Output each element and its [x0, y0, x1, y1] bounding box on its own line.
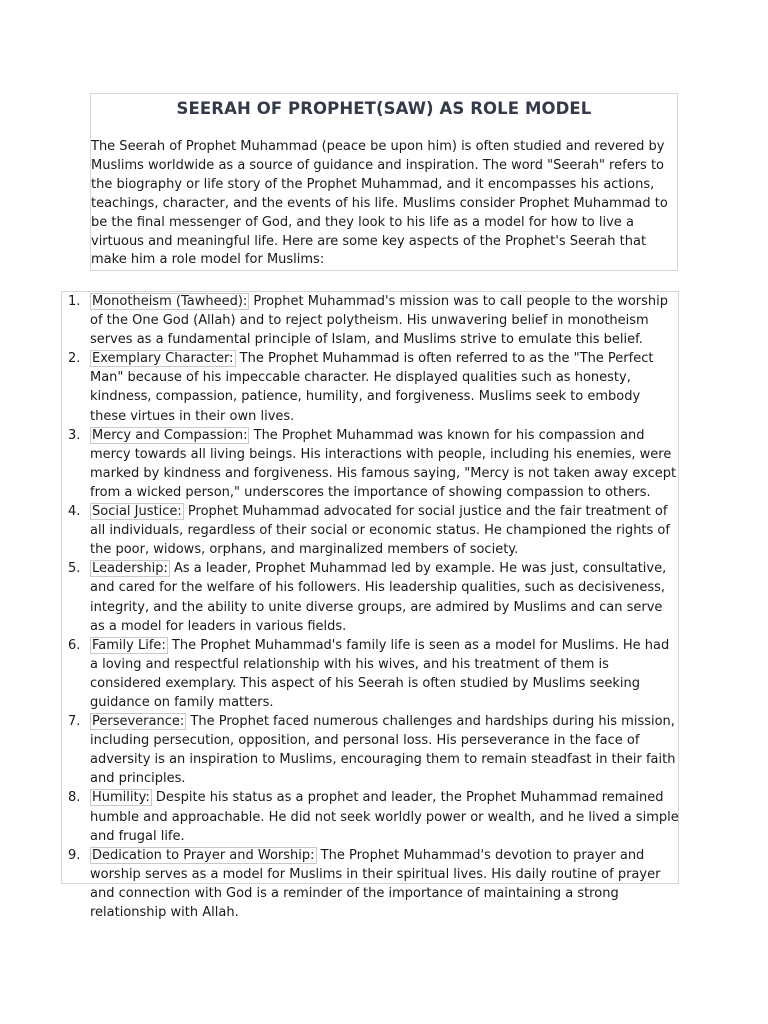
list-item-term: Humility: [92, 790, 150, 806]
list-item-body [90, 712, 680, 788]
key-aspects-list [62, 292, 680, 922]
list-item [62, 788, 680, 845]
list-item-term: Monotheism (Tawheed): [92, 294, 248, 309]
list-item-number: 4. [68, 504, 81, 520]
list-item-term: Leadership: [92, 561, 168, 577]
list-item-body [90, 349, 680, 425]
list-item-body [90, 292, 680, 349]
list-item [62, 712, 680, 788]
list-item-term: Family Life: [92, 637, 166, 653]
list-item-text: The Prophet Muhammad's devotion to prayer and worship serves as a model for Muslims in their spiritual lives. His daily routine of prayer and connection with God is a reminder of the importance of maintaining a strong relationship with Allah. [90, 847, 661, 920]
list-item-number: 8. [68, 790, 81, 806]
list-item-term: Dedication to Prayer and Worship: [92, 847, 315, 863]
document-title: SEERAH OF PROPHET(SAW) AS ROLE MODEL [176, 99, 592, 118]
list-item [62, 292, 680, 349]
list-item-number: 3. [68, 427, 81, 443]
list-item [62, 426, 680, 502]
list-item [62, 636, 680, 712]
list-item-body [90, 426, 680, 502]
list-item-number: 6. [68, 637, 81, 653]
list-item-number: 7. [68, 714, 81, 730]
list-item-number: 5. [68, 561, 81, 577]
intro-paragraph: The Seerah of Prophet Muhammad (peace be upon him) is often studied and revered by Muslims worldwide as a source of guidance and inspiration. The word "Seerah" refers to the biography or life story of the Prophet Muhammad, and it encompasses his actions, teachings, character, and the events of his life. Muslims consider Prophet Muhammad to be the final messenger of God, and they look to his life as a model for how to live a virtuous and meaningful life. Here are some key aspects of the Prophet's Seerah that make him a role model for Muslims: [91, 139, 668, 268]
list-item-text: The Prophet Muhammad was known for his compassion and mercy towards all living beings. His interactions with people, including his enemies, were marked by kindness and forgiveness. His famous saying, "Mercy is not taken away except from a wicked person," underscores the importance of showing compassion to others. [90, 427, 677, 500]
list-item-text: The Prophet Muhammad's family life is seen as a model for Muslims. He had a loving and respectful relationship with his wives, and his treatment of them is considered exemplary. This aspect of his Seerah is often studied by Muslims seeking guidance on family matters. [90, 637, 670, 710]
list-item-text: The Prophet Muhammad is often referred to as the "The Perfect Man" because of his impeccable character. He displayed qualities such as honesty, kindness, compassion, patience, humility, and forgiveness. Muslims seek to embody these virtues in their own lives. [90, 351, 654, 424]
list-item-term: Mercy and Compassion: [92, 427, 248, 443]
list-item-body [90, 788, 680, 845]
list-item-number: 9. [68, 847, 81, 863]
list-item-text: Prophet Muhammad's mission was to call people to the worship of the One God (Allah) and to reject polytheism. His unwavering belief in monotheism serves as a fundamental principle of Islam, and Muslims strive to emulate this belief. [90, 294, 669, 348]
list-item [62, 559, 680, 635]
list-item-body [90, 636, 680, 712]
list-item-text: As a leader, Prophet Muhammad led by example. He was just, consultative, and cared for the welfare of his followers. His leadership qualities, such as decisiveness, integrity, and the ability to unite diverse groups, are admired by Muslims and can serve as a model for leaders in various fields. [90, 561, 667, 634]
list-item [62, 846, 680, 922]
list-item-body [90, 846, 680, 922]
list-item-text: Despite his status as a prophet and leader, the Prophet Muhammad remained humble and approachable. He did not seek worldly power or wealth, and he lived a simple and frugal life. [90, 790, 679, 844]
list-item-text: The Prophet faced numerous challenges and hardships during his mission, including persecution, opposition, and personal loss. His perseverance in the face of adversity is an inspiration to Muslims, encouraging them to remain steadfast in their faith and principles. [90, 714, 676, 787]
intro-section [90, 93, 678, 271]
list-item-term: Perseverance: [92, 714, 185, 730]
list-item-number: 2. [68, 351, 81, 367]
list-item-body [90, 559, 680, 635]
list-item [62, 349, 680, 425]
list-item-number: 1. [68, 294, 81, 309]
list-item-term: Social Justice: [92, 504, 182, 520]
list-item [62, 502, 680, 559]
key-aspects-section [61, 291, 679, 920]
list-item-body [90, 502, 680, 559]
list-item-text: Prophet Muhammad advocated for social justice and the fair treatment of all individuals, regardless of their social or economic status. He championed the rights of the poor, widows, orphans, and marginalized members of society. [90, 504, 670, 558]
list-item-term: Exemplary Character: [92, 351, 234, 367]
